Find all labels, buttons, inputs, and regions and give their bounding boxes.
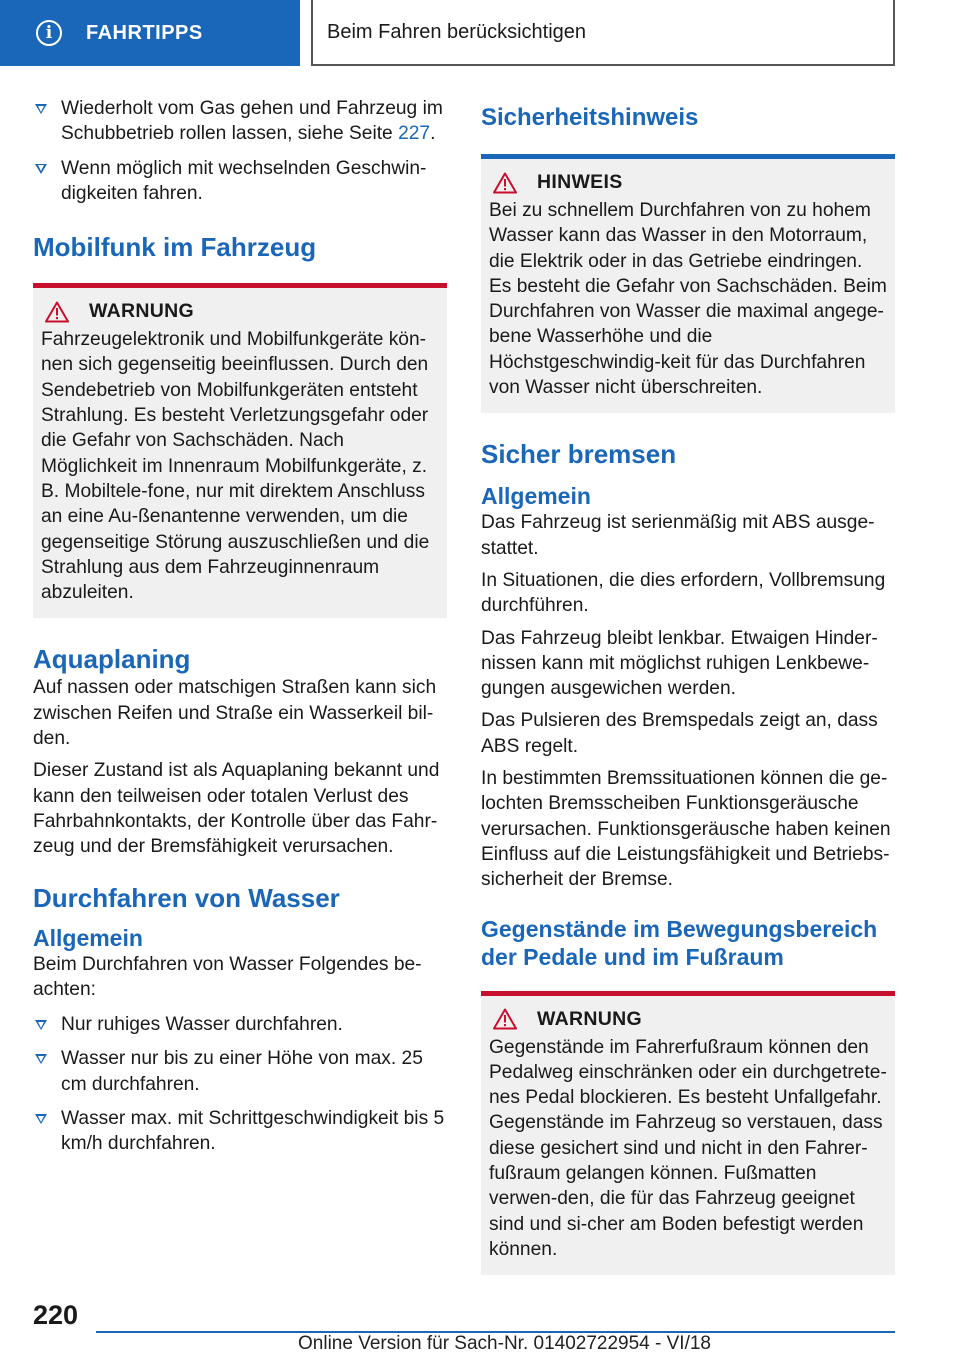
section-heading-wasser: Durchfahren von Wasser [33,882,340,913]
section-heading-aquaplaning: Aquaplaning [33,644,191,675]
triangle-bullet-icon [35,104,47,114]
paragraph: Das Fahrzeug ist serienmäßig mit ABS ausge-stattet. [481,512,875,559]
header-title-box [311,0,895,66]
notice-text: Bei zu schnellem Durchfahren von zu hohem Wasser kann das Wasser in den Motorraum, die Elektrik oder in das Getriebe eindringen. Es besteht die Gefahr von Sachschäden. Beim Durchfahren von Wasser die maximal angege-bene Wasserhöhe und die Höchstgeschwindig-keit für das Durchfahren von Wasser nicht überschreiten. [489,200,887,399]
triangle-bullet-icon [35,1054,47,1064]
triangle-bullet-icon [35,1020,47,1030]
warning-triangle-icon [45,301,69,323]
notice-box [481,154,895,413]
list-item: Wasser max. mit Schrittgeschwindigkeit bis 5 km/h durchfahren. [33,1106,447,1157]
warning-box [33,283,447,618]
wasser-bullet-list [33,1012,447,1156]
warning-text: Fahrzeugelektronik und Mobilfunkgeräte kön-nen sich gegenseitig beeinflussen. Durch den Sendebetrieb von Mobilfunkgeräten entsteht Strahlung. Es besteht Verletzungsgefahr oder die Gefahr von Sachschäden. Nach Möglichkeit im Innenraum Mobilfunkgeräte, z. B. Mobiltele-fone, nur mit direktem Anschluss an eine Au-ßenantenne verwenden, um die gegenseitige Störung auszuschließen und die Strahlung aus dem Fahrzeuginnenraum abzuleiten. [41,329,430,604]
right-column [481,96,895,1275]
triangle-bullet-icon [35,164,47,174]
section-heading-pedale: Gegenstände im Bewegungsbereich der Pedale und im Fußraum [481,915,878,970]
left-column [33,96,447,1166]
warning-triangle-icon [493,1008,517,1030]
section-tab[interactable] [0,0,300,66]
page-title: Beim Fahren berücksichtigen [327,20,587,43]
top-bullet-list [33,96,447,206]
section-label: FAHRTIPPS [86,21,203,44]
section-heading-bremsen: Sicher bremsen [481,439,677,470]
warning-triangle-icon [493,172,517,194]
page-link[interactable]: 227 [398,123,431,145]
paragraph: Auf nassen oder matschigen Straßen kann sich zwischen Reifen und Straße ein Wasserkeil bil-den. [33,677,437,750]
warning-box [481,991,895,1276]
page-number: 220 [33,1300,79,1330]
section-heading-mobilfunk: Mobilfunk im Fahrzeug [33,232,317,263]
paragraph: Das Fahrzeug bleibt lenkbar. Etwaigen Hinder-nissen kann mit möglichst ruhigen Lenkbewe-gungen ausgewichen werden. [481,627,878,700]
triangle-bullet-icon [35,1114,47,1124]
warning-label: WARNUNG [89,300,195,323]
footer-text: Online Version für Sach-Nr. 01402722954 - VI/18 [298,1333,711,1354]
subheading-allgemein: Allgemein [33,924,143,951]
paragraph: Das Pulsieren des Bremspedals zeigt an, dass ABS regelt. [481,710,878,757]
list-item: Wenn möglich mit wechselnden Geschwin-digkeiten fahren. [33,156,447,207]
paragraph: In Situationen, die dies erfordern, Vollbremsung durchführen. [481,569,886,617]
info-icon: i [36,20,62,46]
subheading-allgemein: Allgemein [481,483,591,510]
list-item: Nur ruhiges Wasser durchfahren. [33,1012,447,1037]
paragraph: Dieser Zustand ist als Aquaplaning bekannt und kann den teilweisen oder totalen Verlust des Fahrbahnkontakts, der Kontrolle über das Fahr-zeug und der Bremsfähigkeit verursachen. [33,760,440,858]
section-heading-sicherheit: Sicherheitshinweis [481,104,699,131]
paragraph: Beim Durchfahren von Wasser Folgendes be-achten: [33,953,422,1000]
list-item: Wiederholt vom Gas gehen und Fahrzeug im Schubbetrieb rollen lassen, siehe Seite 227. [33,96,447,147]
paragraph: In bestimmten Bremssituationen können die ge-lochten Bremsscheiben Funktionsgeräusche verursachen. Funktionsgeräusche haben keinen Einfluss auf die Leistungsfähigkeit und Betriebs-sicherheit der Bremse. [481,768,891,891]
list-item: Wasser nur bis zu einer Höhe von max. 25 cm durchfahren. [33,1046,447,1097]
warning-text: Gegenstände im Fahrerfußraum können den Pedalweg einschränken oder ein durchgetrete-nes Pedal blockieren. Es besteht Unfallgefahr. Gegenstände im Fahrzeug so verstauen, dass diese gesichert sind und nicht in den Fahrer-fußraum gelangen können. Fußmatten verwen-den, die für das Fahrzeug geeignet sind und si-cher am Boden befestigt werden können. [489,1036,887,1260]
warning-label: WARNUNG [537,1007,643,1030]
notice-label: HINWEIS [537,171,623,193]
